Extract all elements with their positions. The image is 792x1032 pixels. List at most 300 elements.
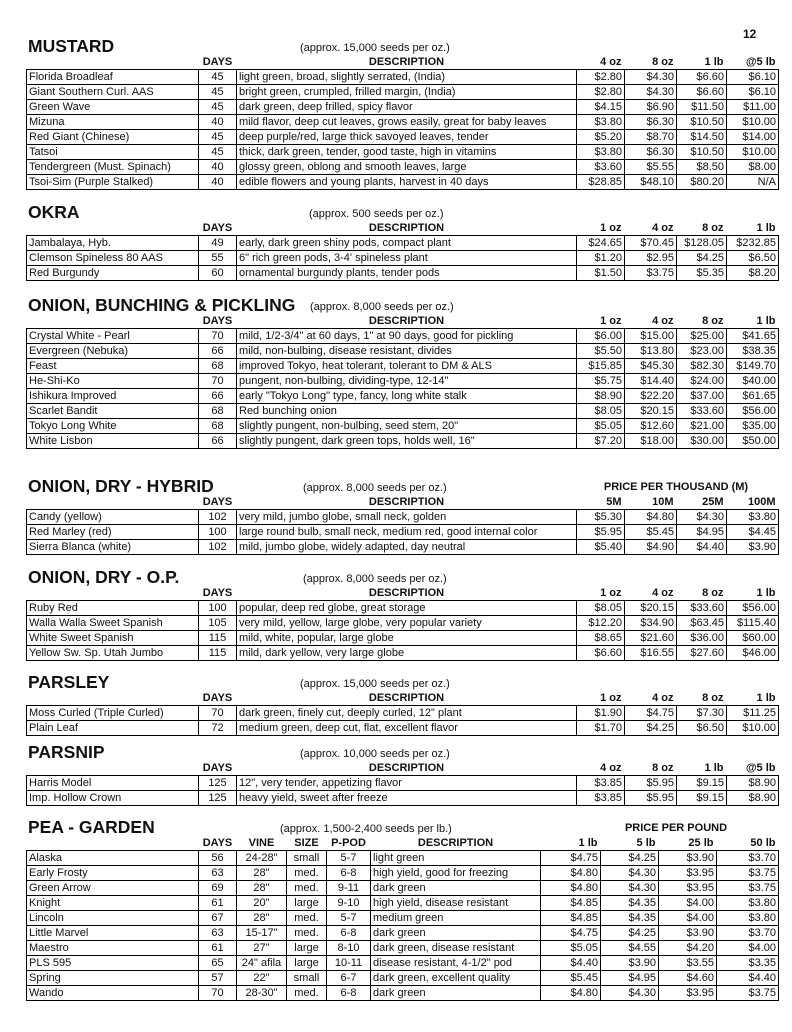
table-cell: Scarlet Bandit <box>27 404 199 419</box>
table-cell: 12", very tender, appetizing flavor <box>237 776 577 791</box>
table-cell: $3.85 <box>577 791 625 806</box>
table-row <box>27 971 779 986</box>
column-header: SIZE <box>294 837 319 849</box>
table-cell: $9.15 <box>677 791 727 806</box>
table-cell: improved Tokyo, heat tolerant, tolerant to DM & ALS <box>237 359 577 374</box>
table-cell: large <box>287 896 327 911</box>
table-cell: $82.30 <box>677 359 727 374</box>
table-cell: $5.95 <box>625 776 677 791</box>
table-row <box>27 881 779 896</box>
column-header: 1 lb <box>756 315 776 327</box>
price-table <box>26 691 779 736</box>
column-header: 100M <box>747 496 776 508</box>
table-cell: $3.75 <box>717 881 779 896</box>
table-cell: $4.75 <box>625 706 677 721</box>
table-cell: $1.90 <box>577 706 625 721</box>
table-cell: $4.25 <box>625 721 677 736</box>
table-cell: $4.80 <box>541 986 601 1001</box>
table-cell: 8-10 <box>327 941 371 956</box>
section-onion-dry-op <box>26 568 778 661</box>
column-header: 1 oz <box>600 692 622 704</box>
table-cell: $61.65 <box>727 389 779 404</box>
table-cell: $23.00 <box>677 344 727 359</box>
table-cell: popular, deep red globe, great storage <box>237 601 577 616</box>
table-cell: $8.65 <box>577 631 625 646</box>
table-cell: $5.50 <box>577 344 625 359</box>
table-row <box>27 866 779 881</box>
table-cell: Green Wave <box>27 100 199 115</box>
table-cell: $8.90 <box>727 776 779 791</box>
table-cell: 10-11 <box>327 956 371 971</box>
table-row <box>27 389 779 404</box>
table-cell: large <box>287 956 327 971</box>
table-cell: $11.25 <box>727 706 779 721</box>
table-cell: $2.80 <box>577 70 625 85</box>
table-row <box>27 721 779 736</box>
table-cell: 6-8 <box>327 866 371 881</box>
table-cell: edible flowers and young plants, harvest in 40 days <box>237 175 577 190</box>
column-header: 1 lb <box>704 762 724 774</box>
column-header: 1 oz <box>600 315 622 327</box>
section-header <box>26 37 778 55</box>
price-table <box>26 314 779 449</box>
table-cell: $4.60 <box>659 971 717 986</box>
table-cell: 70 <box>199 706 237 721</box>
price-table <box>26 55 779 190</box>
table-cell: Little Marvel <box>27 926 199 941</box>
section-parsnip <box>26 743 778 806</box>
column-header: 10M <box>652 496 674 508</box>
table-row <box>27 251 779 266</box>
table-cell: 105 <box>199 616 237 631</box>
column-header: 5 lb <box>636 837 656 849</box>
table-cell: 115 <box>199 646 237 661</box>
table-cell: $3.85 <box>577 776 625 791</box>
table-cell: Ishikura Improved <box>27 389 199 404</box>
table-cell: $10.00 <box>727 721 779 736</box>
table-cell: $1.50 <box>577 266 625 281</box>
table-cell: 57 <box>199 971 237 986</box>
table-cell: $6.00 <box>577 329 625 344</box>
table-cell: $28.85 <box>577 175 625 190</box>
table-cell: $4.00 <box>717 941 779 956</box>
table-cell: $5.35 <box>677 266 727 281</box>
table-cell: 66 <box>199 344 237 359</box>
column-header: 5M <box>606 496 622 508</box>
table-cell: 70 <box>199 329 237 344</box>
table-cell: $128.05 <box>677 236 727 251</box>
table-cell: 22" <box>237 971 287 986</box>
table-row <box>27 706 779 721</box>
table-cell: $3.75 <box>717 986 779 1001</box>
table-row <box>27 601 779 616</box>
table-cell: $8.20 <box>727 266 779 281</box>
table-cell: $3.55 <box>659 956 717 971</box>
table-cell: $56.00 <box>727 404 779 419</box>
table-cell: 28" <box>237 881 287 896</box>
table-cell: 66 <box>199 389 237 404</box>
price-unit-header: PRICE PER THOUSAND (M) <box>603 481 749 493</box>
table-cell: $1.20 <box>577 251 625 266</box>
seed-count-note: (approx. 8,000 seeds per oz.) <box>303 573 447 585</box>
table-cell: Candy (yellow) <box>27 510 199 525</box>
table-cell: Imp. Hollow Crown <box>27 791 199 806</box>
table-cell: $1.70 <box>577 721 625 736</box>
table-cell: mild, 1/2-3/4" at 60 days, 1" at 90 days, good for pickling <box>237 329 577 344</box>
table-cell: 45 <box>199 145 237 160</box>
table-cell: Lincoln <box>27 911 199 926</box>
table-cell: large <box>287 941 327 956</box>
table-cell: 28" <box>237 866 287 881</box>
table-cell: 6-8 <box>327 986 371 1001</box>
table-cell: $11.00 <box>727 100 779 115</box>
table-cell: $4.80 <box>541 866 601 881</box>
table-cell: $41.65 <box>727 329 779 344</box>
table-cell: Crystal White - Pearl <box>27 329 199 344</box>
table-cell: $35.00 <box>727 419 779 434</box>
table-cell: 67 <box>199 911 237 926</box>
table-cell: $21.60 <box>625 631 677 646</box>
section-header <box>26 743 778 761</box>
table-cell: $14.40 <box>625 374 677 389</box>
table-cell: $4.40 <box>541 956 601 971</box>
column-header: 1 lb <box>704 56 724 68</box>
table-cell: 15-17" <box>237 926 287 941</box>
table-cell: bright green, crumpled, frilled margin, (India) <box>237 85 577 100</box>
column-header: 8 oz <box>652 56 674 68</box>
table-row <box>27 791 779 806</box>
table-cell: slightly pungent, dark green tops, holds well, 16" <box>237 434 577 449</box>
section-header <box>26 203 778 221</box>
table-cell: Feast <box>27 359 199 374</box>
column-header: P-POD <box>331 837 366 849</box>
table-cell: mild flavor, deep cut leaves, grows easily, great for baby leaves <box>237 115 577 130</box>
table-cell: pungent, non-bulbing, dividing-type, 12-14" <box>237 374 577 389</box>
column-header: DAYS <box>202 837 233 849</box>
table-row <box>27 145 779 160</box>
table-row <box>27 851 779 866</box>
table-cell: $3.70 <box>717 851 779 866</box>
table-cell: $50.00 <box>727 434 779 449</box>
section-title: ONION, DRY - O.P. <box>28 567 180 587</box>
column-header: DAYS <box>202 315 233 327</box>
table-cell: $3.80 <box>577 145 625 160</box>
table-cell: Clemson Spineless 80 AAS <box>27 251 199 266</box>
column-header: @5 lb <box>745 762 776 774</box>
table-cell: $232.85 <box>727 236 779 251</box>
column-header: 8 oz <box>702 692 724 704</box>
column-header: 4 oz <box>600 56 622 68</box>
table-cell: $36.00 <box>677 631 727 646</box>
table-cell: $30.00 <box>677 434 727 449</box>
table-cell: $12.60 <box>625 419 677 434</box>
table-cell: $8.90 <box>727 791 779 806</box>
table-cell: Tatsoi <box>27 145 199 160</box>
table-cell: Red Marley (red) <box>27 525 199 540</box>
table-cell: 68 <box>199 359 237 374</box>
section-header <box>26 296 778 314</box>
section-title: PARSLEY <box>28 672 110 692</box>
variety-column-header <box>27 314 199 329</box>
section-title: MUSTARD <box>28 36 115 56</box>
table-cell: $56.00 <box>727 601 779 616</box>
table-cell: $5.20 <box>577 130 625 145</box>
table-cell: Jambalaya, Hyb. <box>27 236 199 251</box>
table-cell: med. <box>287 866 327 881</box>
table-cell: 72 <box>199 721 237 736</box>
table-cell: very mild, yellow, large globe, very popular variety <box>237 616 577 631</box>
table-cell: light green <box>371 851 541 866</box>
seed-count-note: (approx. 15,000 seeds per oz.) <box>300 42 450 54</box>
table-cell: 20" <box>237 896 287 911</box>
table-row <box>27 266 779 281</box>
table-cell: Early Frosty <box>27 866 199 881</box>
table-row <box>27 926 779 941</box>
price-table <box>26 761 779 806</box>
table-cell: $3.95 <box>659 986 717 1001</box>
table-cell: 45 <box>199 85 237 100</box>
table-cell: early, dark green shiny pods, compact plant <box>237 236 577 251</box>
table-cell: $80.20 <box>677 175 727 190</box>
column-header: DESCRIPTION <box>368 762 445 774</box>
table-cell: $4.30 <box>601 986 659 1001</box>
table-cell: 125 <box>199 776 237 791</box>
table-cell: He-Shi-Ko <box>27 374 199 389</box>
table-row <box>27 344 779 359</box>
table-cell: deep purple/red, large thick savoyed leaves, tender <box>237 130 577 145</box>
table-cell: Knight <box>27 896 199 911</box>
section-title: ONION, DRY - HYBRID <box>28 476 214 496</box>
table-row <box>27 100 779 115</box>
variety-column-header <box>27 495 199 510</box>
table-cell: $4.25 <box>601 926 659 941</box>
variety-column-header <box>27 586 199 601</box>
table-cell: Sierra Blanca (white) <box>27 540 199 555</box>
table-cell: $8.90 <box>577 389 625 404</box>
table-cell: $6.10 <box>727 70 779 85</box>
table-cell: $5.95 <box>577 525 625 540</box>
table-cell: $4.40 <box>717 971 779 986</box>
table-cell: 5-7 <box>327 911 371 926</box>
table-cell: $5.55 <box>625 160 677 175</box>
table-cell: 100 <box>199 601 237 616</box>
table-cell: dark green, finely cut, deeply curled, 12" plant <box>237 706 577 721</box>
table-cell: mild, dark yellow, very large globe <box>237 646 577 661</box>
table-cell: $6.30 <box>625 115 677 130</box>
table-cell: 65 <box>199 956 237 971</box>
table-row <box>27 130 779 145</box>
table-cell: $8.00 <box>727 160 779 175</box>
table-cell: disease resistant, 4-1/2" pod <box>371 956 541 971</box>
table-cell: Tokyo Long White <box>27 419 199 434</box>
table-cell: 6" rich green pods, 3-4' spineless plant <box>237 251 577 266</box>
table-cell: $34.90 <box>625 616 677 631</box>
table-cell: PLS 595 <box>27 956 199 971</box>
price-table <box>26 495 779 555</box>
table-cell: Tendergreen (Must. Spinach) <box>27 160 199 175</box>
table-row <box>27 525 779 540</box>
table-cell: Wando <box>27 986 199 1001</box>
table-cell: heavy yield, sweet after freeze <box>237 791 577 806</box>
table-cell: $2.95 <box>625 251 677 266</box>
table-cell: 9-11 <box>327 881 371 896</box>
section-title: OKRA <box>28 202 80 222</box>
table-cell: Red Giant (Chinese) <box>27 130 199 145</box>
table-cell: $15.00 <box>625 329 677 344</box>
column-header: 4 oz <box>600 762 622 774</box>
table-cell: 61 <box>199 896 237 911</box>
section-parsley <box>26 673 778 736</box>
table-cell: 70 <box>199 374 237 389</box>
table-cell: small <box>287 851 327 866</box>
table-cell: $6.60 <box>577 646 625 661</box>
table-cell: $22.20 <box>625 389 677 404</box>
table-cell: $4.75 <box>541 851 601 866</box>
table-cell: Spring <box>27 971 199 986</box>
table-cell: $3.90 <box>659 851 717 866</box>
table-cell: $24.65 <box>577 236 625 251</box>
table-row <box>27 631 779 646</box>
table-cell: $33.60 <box>677 404 727 419</box>
table-cell: $33.60 <box>677 601 727 616</box>
table-cell: $6.30 <box>625 145 677 160</box>
table-cell: $3.75 <box>625 266 677 281</box>
table-cell: 5-7 <box>327 851 371 866</box>
table-row <box>27 359 779 374</box>
column-header: DAYS <box>202 762 233 774</box>
table-cell: $14.50 <box>677 130 727 145</box>
column-header: 4 oz <box>652 315 674 327</box>
table-cell: $4.85 <box>541 911 601 926</box>
table-cell: Evergreen (Nebuka) <box>27 344 199 359</box>
table-cell: $27.60 <box>677 646 727 661</box>
column-header: DAYS <box>202 56 233 68</box>
table-cell: $60.00 <box>727 631 779 646</box>
table-cell: $6.90 <box>625 100 677 115</box>
table-cell: dark green, deep frilled, spicy flavor <box>237 100 577 115</box>
table-cell: $4.15 <box>577 100 625 115</box>
table-cell: $4.20 <box>659 941 717 956</box>
variety-column-header <box>27 55 199 70</box>
table-cell: $10.00 <box>727 145 779 160</box>
section-header <box>26 568 778 586</box>
table-row <box>27 374 779 389</box>
table-cell: $3.70 <box>717 926 779 941</box>
column-header: 8 oz <box>702 587 724 599</box>
table-cell: $4.75 <box>541 926 601 941</box>
table-cell: Mizuna <box>27 115 199 130</box>
table-row <box>27 956 779 971</box>
table-cell: 6-7 <box>327 971 371 986</box>
column-header: 1 lb <box>578 837 598 849</box>
table-cell: light green, broad, slightly serrated, (India) <box>237 70 577 85</box>
table-cell: 45 <box>199 130 237 145</box>
table-row <box>27 616 779 631</box>
table-cell: large round bulb, small neck, medium red, good internal color <box>237 525 577 540</box>
table-cell: $16.55 <box>625 646 677 661</box>
section-okra <box>26 203 778 281</box>
price-unit-header: PRICE PER POUND <box>624 822 728 834</box>
table-cell: $4.35 <box>601 896 659 911</box>
table-cell: $38.35 <box>727 344 779 359</box>
table-cell: medium green <box>371 911 541 926</box>
table-cell: $4.35 <box>601 911 659 926</box>
table-cell: $15.85 <box>577 359 625 374</box>
table-cell: med. <box>287 986 327 1001</box>
table-cell: Yellow Sw. Sp. Utah Jumbo <box>27 646 199 661</box>
table-cell: $3.90 <box>727 540 779 555</box>
table-cell: $18.00 <box>625 434 677 449</box>
seed-count-note: (approx. 1,500-2,400 seeds per lb.) <box>280 823 452 835</box>
table-cell: $2.80 <box>577 85 625 100</box>
table-cell: dark green <box>371 986 541 1001</box>
table-cell: $4.30 <box>625 70 677 85</box>
table-cell: $24.00 <box>677 374 727 389</box>
table-cell: 6-8 <box>327 926 371 941</box>
variety-column-header <box>27 691 199 706</box>
table-cell: Moss Curled (Triple Curled) <box>27 706 199 721</box>
table-cell: 100 <box>199 525 237 540</box>
table-cell: dark green, excellent quality <box>371 971 541 986</box>
column-header: 1 oz <box>600 587 622 599</box>
table-cell: $4.00 <box>659 911 717 926</box>
table-row <box>27 175 779 190</box>
table-cell: Green Arrow <box>27 881 199 896</box>
section-onion-dry-hybrid <box>26 477 778 555</box>
table-cell: Plain Leaf <box>27 721 199 736</box>
table-cell: White Lisbon <box>27 434 199 449</box>
table-cell: $12.20 <box>577 616 625 631</box>
table-cell: Red Burgundy <box>27 266 199 281</box>
column-header: 4 oz <box>652 222 674 234</box>
table-row <box>27 510 779 525</box>
column-header: 1 lb <box>756 692 776 704</box>
table-cell: Alaska <box>27 851 199 866</box>
column-header: DESCRIPTION <box>368 587 445 599</box>
table-cell: $3.75 <box>717 866 779 881</box>
table-cell: 68 <box>199 419 237 434</box>
table-cell: 115 <box>199 631 237 646</box>
table-cell: mild, non-bulbing, disease resistant, divides <box>237 344 577 359</box>
table-cell: $6.50 <box>677 721 727 736</box>
table-cell: 27" <box>237 941 287 956</box>
table-cell: slightly pungent, non-bulbing, seed stem, 20" <box>237 419 577 434</box>
column-header: VINE <box>248 837 275 849</box>
table-cell: early "Tokyo Long" type, fancy, long white stalk <box>237 389 577 404</box>
table-cell: 24-28" <box>237 851 287 866</box>
column-header: @5 lb <box>745 56 776 68</box>
table-cell: Harris Model <box>27 776 199 791</box>
table-cell: $11.50 <box>677 100 727 115</box>
table-cell: $25.00 <box>677 329 727 344</box>
column-header: DAYS <box>202 222 233 234</box>
section-title: PEA - GARDEN <box>28 817 155 837</box>
table-cell: $48.10 <box>625 175 677 190</box>
table-cell: 55 <box>199 251 237 266</box>
table-cell: N/A <box>727 175 779 190</box>
table-cell: Giant Southern Curl. AAS <box>27 85 199 100</box>
table-cell: $13.80 <box>625 344 677 359</box>
table-row <box>27 986 779 1001</box>
table-cell: $5.45 <box>541 971 601 986</box>
table-cell: $46.00 <box>727 646 779 661</box>
column-header: 1 lb <box>756 587 776 599</box>
table-cell: 45 <box>199 70 237 85</box>
table-cell: $21.00 <box>677 419 727 434</box>
header-row <box>27 586 779 601</box>
table-cell: 28-30" <box>237 986 287 1001</box>
table-cell: 28" <box>237 911 287 926</box>
